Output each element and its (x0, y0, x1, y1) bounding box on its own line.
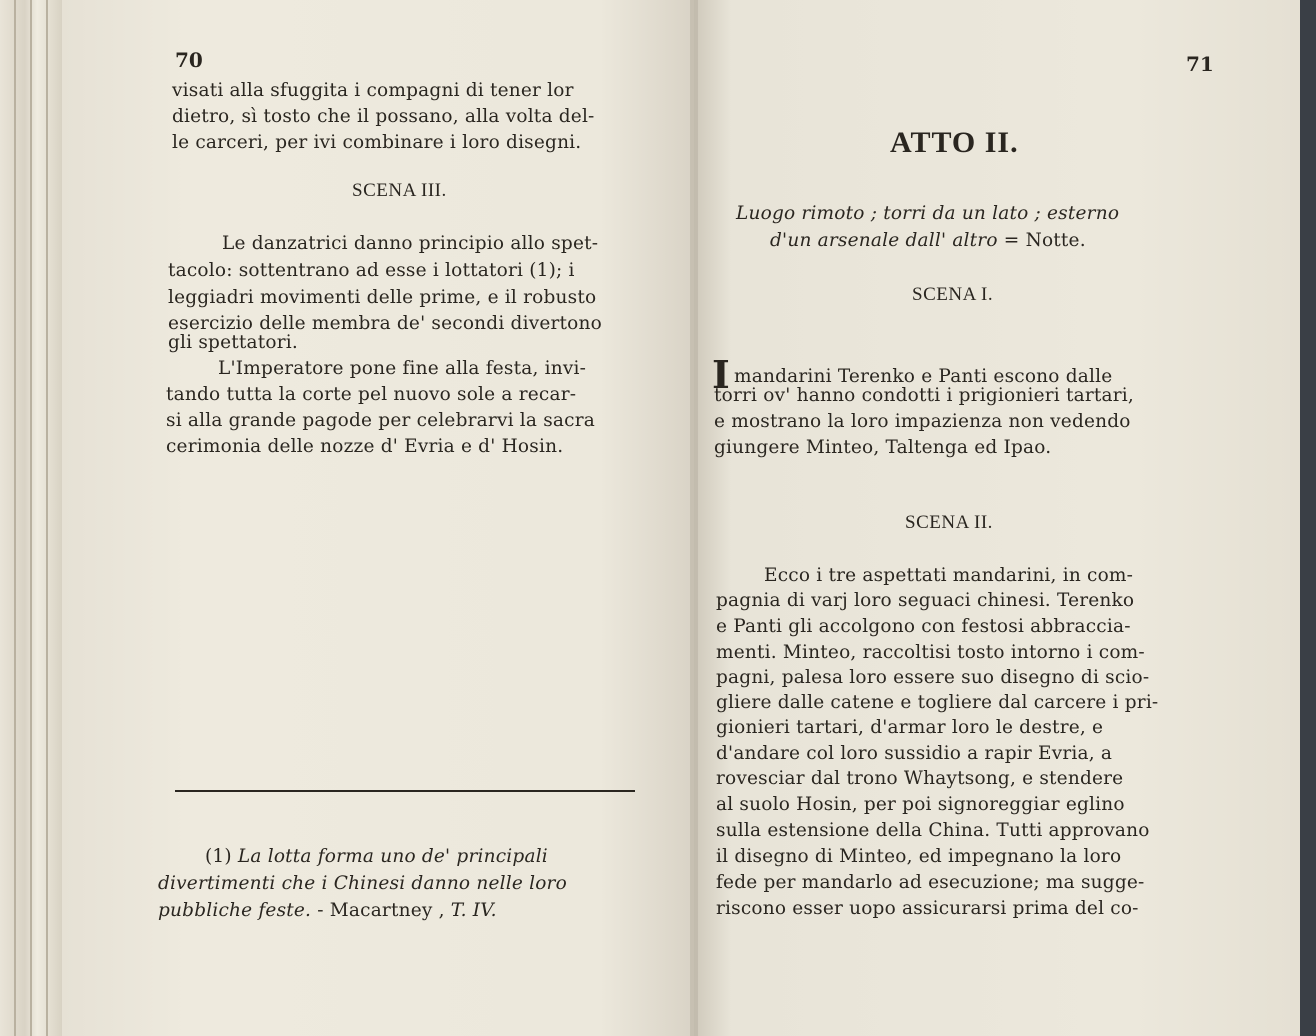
scene2-line-13: fede per mandarlo ad esecuzione; ma sugge- (716, 872, 1145, 893)
intro-line-3: le carceri, per ivi combinare i loro disegni. (172, 132, 582, 153)
p1-line-5: gli spettatori. (168, 332, 298, 353)
p2-line-2: tando tutta la corte pel nuovo sole a recar- (166, 384, 577, 405)
footnote-ref: T. IV. (450, 900, 497, 921)
p1-line-1: Le danzatrici danno principio allo spet- (222, 233, 599, 254)
right-page-number: 71 (1186, 52, 1214, 76)
scene1-line-1-text: mandarini Terenko e Panti escono dalle (733, 366, 1113, 387)
setting-line-2 (770, 230, 1086, 251)
footnote-line-1 (205, 846, 548, 867)
p2-line-3: si alla grande pagode per celebrarvi la sacra (166, 410, 595, 431)
scene2-line-6: gliere dalle catene e togliere dal carcere i pri- (716, 692, 1159, 713)
footnote-rule (175, 790, 635, 792)
footnote-line-3 (158, 900, 497, 921)
scene2-line-8: d'andare col loro sussidio a rapir Evria, a (716, 743, 1113, 764)
scene-1-heading: SCENA I. (912, 284, 994, 305)
scene2-line-7: gionieri tartari, d'armar loro le destre, e (716, 717, 1104, 738)
scene-3-heading: SCENA III. (352, 180, 447, 201)
footnote-source: - Macartney , (317, 900, 445, 921)
scene2-line-12: il disegno di Minteo, ed impegnano la loro (716, 846, 1122, 867)
dropcap: I (712, 352, 730, 397)
scene2-line-11: sulla estensione della China. Tutti approvano (716, 820, 1150, 841)
setting-notte: Notte. (1025, 230, 1086, 251)
setting-line-1: Luogo rimoto ; torri da un lato ; esterno (736, 203, 1120, 224)
gutter (690, 0, 698, 1036)
scene2-line-5: pagni, palesa loro essere suo disegno di scio- (716, 667, 1150, 688)
footnote-marker: (1) (205, 846, 232, 867)
p1-line-3: leggiadri movimenti delle prime, e il robusto (168, 287, 597, 308)
act-heading: ATTO II. (890, 126, 1019, 159)
scene2-line-2: pagnia di varj loro seguaci chinesi. Terenko (716, 590, 1135, 611)
scene1-line-3: e mostrano la loro impazienza non vedendo (714, 411, 1131, 432)
p2-line-4: cerimonia delle nozze d' Evria e d' Hosin. (166, 436, 564, 457)
scene2-line-3: e Panti gli accolgono con festosi abbraccia- (716, 616, 1131, 637)
scene1-line-4: giungere Minteo, Taltenga ed Ipao. (714, 437, 1052, 458)
footnote-italic: pubbliche feste. (158, 900, 312, 921)
setting-italic: d'un arsenale dall' altro = (770, 230, 1020, 251)
page-edges (0, 0, 62, 1036)
scene2-line-10: al suolo Hosin, per poi signoreggiar eglino (716, 794, 1125, 815)
scene2-line-9: rovesciar dal trono Whaytsong, e stendere (716, 768, 1124, 789)
intro-line-1: visati alla sfuggita i compagni di tener lor (172, 80, 574, 101)
scene2-line-14: riscono esser uopo assicurarsi prima del co- (716, 898, 1139, 919)
p2-line-1: L'Imperatore pone fine alla festa, invi- (218, 358, 587, 379)
scene2-line-1: Ecco i tre aspettati mandarini, in com- (764, 565, 1134, 586)
left-page-number: 70 (175, 48, 203, 72)
scene-2-heading: SCENA II. (905, 512, 993, 533)
p1-line-2: tacolo: sottentrano ad esse i lottatori (1); i (168, 260, 575, 281)
scene1-line-2: torri ov' hanno condotti i prigionieri tartari, (714, 385, 1134, 406)
footnote-text-1: La lotta forma uno de' principali (237, 846, 548, 867)
intro-line-2: dietro, sì tosto che il possano, alla volta del- (172, 106, 595, 127)
background-edge (1300, 0, 1316, 1036)
p1-line-4: esercizio delle membra de' secondi divertono (168, 313, 602, 334)
footnote-line-2: divertimenti che i Chinesi danno nelle loro (158, 873, 567, 894)
scene2-line-4: menti. Minteo, raccoltisi tosto intorno i com- (716, 642, 1145, 663)
